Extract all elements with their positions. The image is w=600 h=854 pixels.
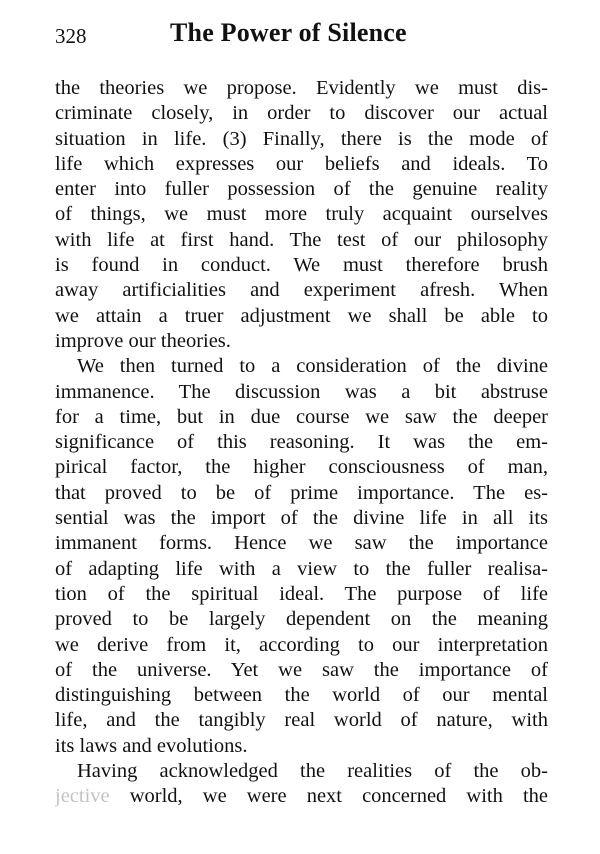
obscured-word: jective bbox=[55, 785, 110, 808]
text-line: situation in life. (3) Finally, there is the mode of bbox=[55, 127, 548, 150]
text-line: sential was the import of the divine life in all its bbox=[55, 507, 548, 530]
text-line: immanence. The discussion was a bit abstruse bbox=[55, 380, 548, 403]
final-line-text: world, we were next concerned with the bbox=[129, 785, 548, 808]
text-line: pirical factor, the higher consciousness of man, bbox=[55, 456, 548, 479]
page-body bbox=[55, 76, 548, 810]
text-line-final bbox=[55, 784, 548, 809]
text-line: enter into fuller possession of the genuine reality bbox=[55, 178, 548, 201]
text-line: life which expresses our beliefs and ideals. To bbox=[55, 152, 548, 175]
text-line: tion of the spiritual ideal. The purpose of life bbox=[55, 582, 548, 605]
text-line: is found in conduct. We must therefore brush bbox=[55, 254, 548, 277]
text-line: Having acknowledged the realities of the ob- bbox=[77, 760, 548, 783]
page-header bbox=[55, 18, 550, 54]
text-line: distinguishing between the world of our mental bbox=[55, 684, 548, 707]
running-title: The Power of Silence bbox=[170, 18, 407, 47]
text-line: its laws and evolutions. bbox=[55, 734, 248, 757]
text-line: significance of this reasoning. It was the em- bbox=[55, 431, 548, 454]
text-line: the theories we propose. Evidently we must dis- bbox=[55, 77, 548, 99]
text-line: proved to be largely dependent on the meaning bbox=[55, 608, 548, 631]
text-line: We then turned to a consideration of the divine bbox=[77, 355, 548, 378]
text-line: of the universe. Yet we saw the importance of bbox=[55, 658, 548, 681]
text-line: life, and the tangibly real world of nature, with bbox=[55, 709, 548, 732]
text-line: we attain a truer adjustment we shall be able to bbox=[55, 304, 548, 327]
text-line: with life at first hand. The test of our philosophy bbox=[55, 228, 548, 251]
page-number: 328 bbox=[55, 24, 87, 48]
text-line: of adapting life with a view to the fuller realisa- bbox=[55, 557, 548, 580]
text-line: criminate closely, in order to discover our actual bbox=[55, 102, 548, 125]
text-line: we derive from it, according to our interpretation bbox=[55, 633, 548, 656]
text-line: that proved to be of prime importance. The es- bbox=[55, 481, 548, 504]
text-line: immanent forms. Hence we saw the importance bbox=[55, 532, 548, 555]
text-line: of things, we must more truly acquaint ourselves bbox=[55, 203, 548, 226]
text-line: for a time, but in due course we saw the deeper bbox=[55, 405, 548, 428]
text-line: improve our theories. bbox=[55, 329, 231, 352]
text-line: away artificialities and experiment afresh. When bbox=[55, 279, 548, 302]
